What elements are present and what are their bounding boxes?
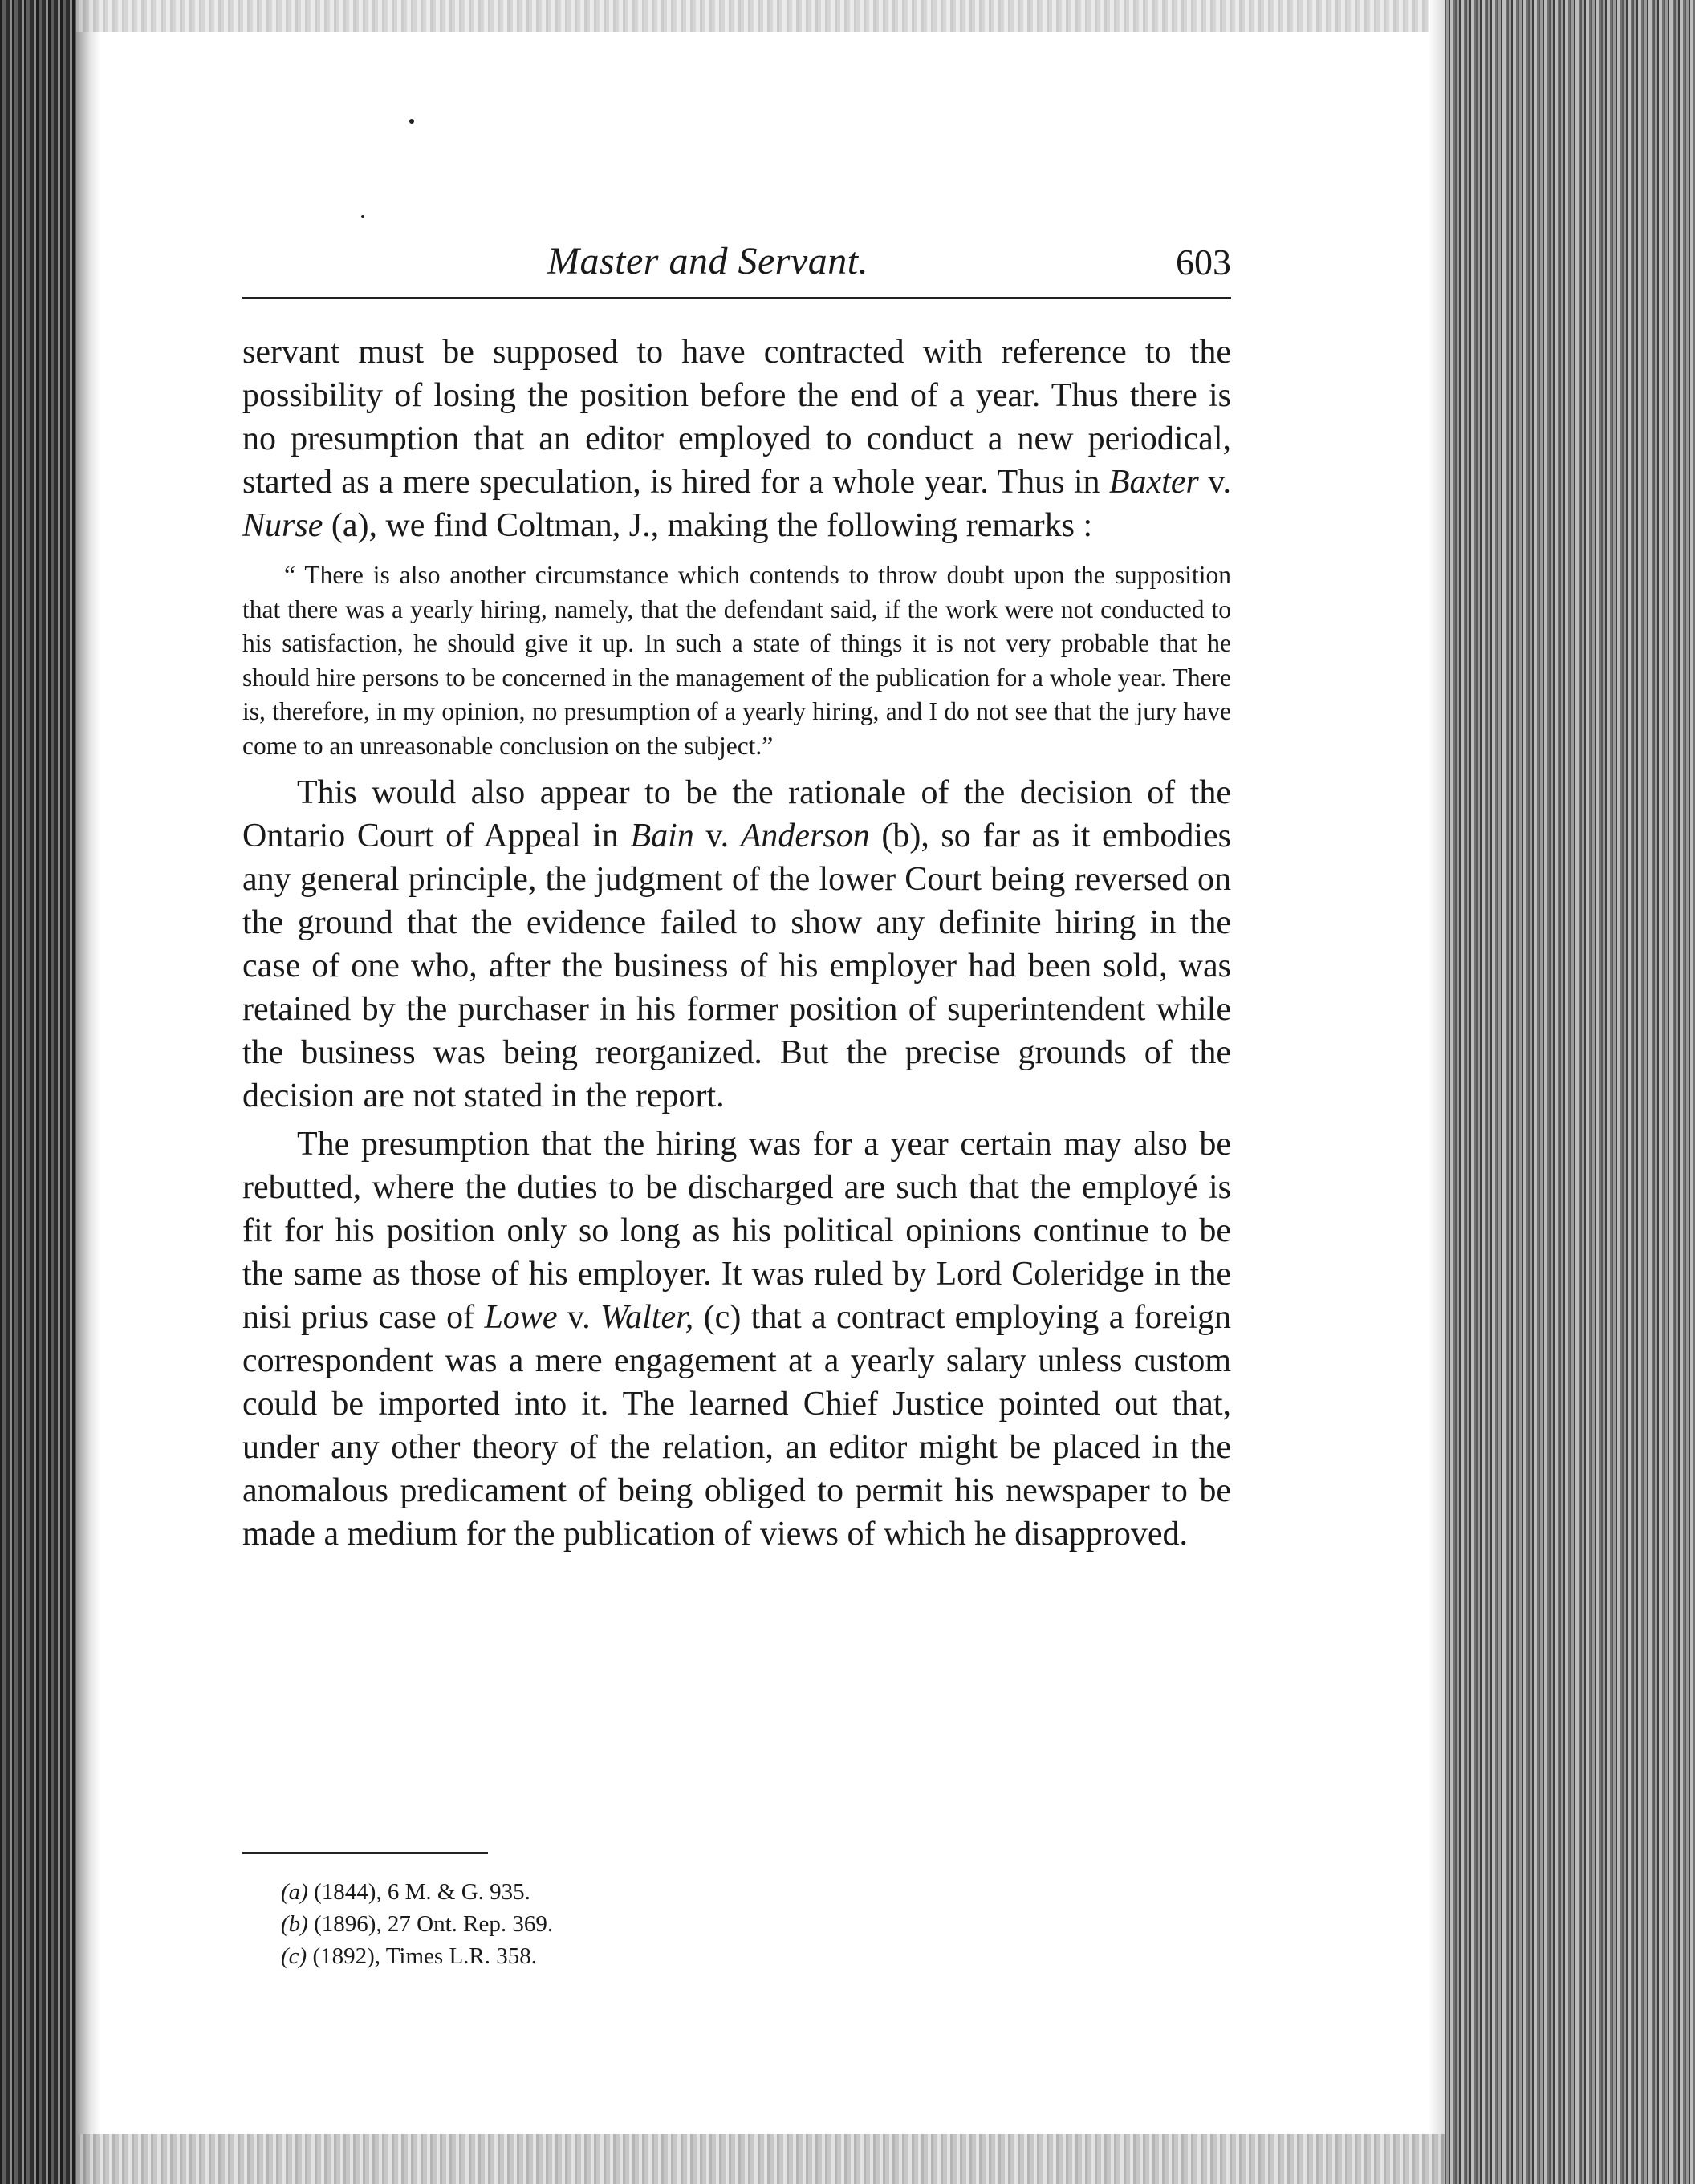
running-title: Master and Servant. [547, 240, 869, 282]
paragraph-3: The presumption that the hiring was for a year certain may also be rebutted, where the duties to be discharged are such that the employé is fit for his position only so long as his political opinions continue to be the same as those of his employer. It was ruled by Lord Coleridge in the nisi prius case of Lowe v. Walter, (c) that a contract employing a foreign correspondent was a mere engagement at a yearly salary unless custom could be imported into it. The learned Chief Justice pointed out that, under any other theory of the relation, an editor might be placed in the anomalous predicament of being obliged to permit his newspaper to be made a medium for the publication of views of which he disapproved. [242, 1126, 1231, 1553]
footnotes [281, 1876, 1003, 1972]
case-name: Bain [630, 818, 694, 855]
scan-left-shadow [76, 0, 100, 2184]
footnote-rule [242, 1852, 488, 1854]
case-name: Baxter [1108, 464, 1199, 501]
footnote: (b) (1896), 27 Ont. Rep. 369. [281, 1911, 554, 1937]
page-header [242, 239, 1231, 295]
scan-right-edge [1445, 0, 1695, 2184]
footnote: (a) (1844), 6 M. & G. 935. [281, 1879, 530, 1905]
scan-speck [409, 119, 414, 124]
paragraph-2: This would also appear to be the rationale of the decision of the Ontario Court of Appeal in Bain v. Anderson (b), so far as it embodies any general principle, the judgment of the lower Court being reversed on the ground that the evidence failed to show any definite hiring in the case of one who, after the business of his employer had been sold, was retained by the purchaser in his former position of superintendent while the business was being reorganized. But the precise grounds of the decision are not stated in the report. [242, 774, 1231, 1114]
paragraph-1: servant must be supposed to have contracted with reference to the possibility of losing the position before the end of a year. Thus there is no presumption that an editor employed to conduct a new periodical, started as a mere speculation, is hired for a whole year. Thus in Baxter v. Nurse (a), we find Coltman, J., making the following remarks : [242, 334, 1231, 544]
case-name: Anderson [740, 818, 870, 855]
scan-left-edge [0, 0, 76, 2184]
block-quote: “ There is also another circumstance which contends to throw doubt upon the supposition that there was a yearly hiring, namely, that the defendant said, if the work were not conducted to his satisfaction, he should give it up. In such a state of things it is not very probable that he should hire persons to be concerned in the management of the publication for a whole year. There is, therefore, in my opinion, no presumption of a yearly hiring, and I do not see that the jury have come to an unreasonable conclusion on the subject.” [242, 561, 1231, 760]
case-name: Nurse [242, 507, 323, 544]
scan-bottom-edge [76, 2134, 1445, 2184]
case-name: Lowe [484, 1299, 558, 1336]
body-text [242, 331, 1231, 1556]
page-number: 603 [1176, 242, 1231, 282]
scan-speck [361, 215, 364, 218]
scan-top-edge [76, 0, 1441, 32]
header-rule [242, 297, 1231, 299]
footnote: (c) (1892), Times L.R. 358. [281, 1943, 538, 1969]
case-name: Walter, [600, 1299, 694, 1336]
